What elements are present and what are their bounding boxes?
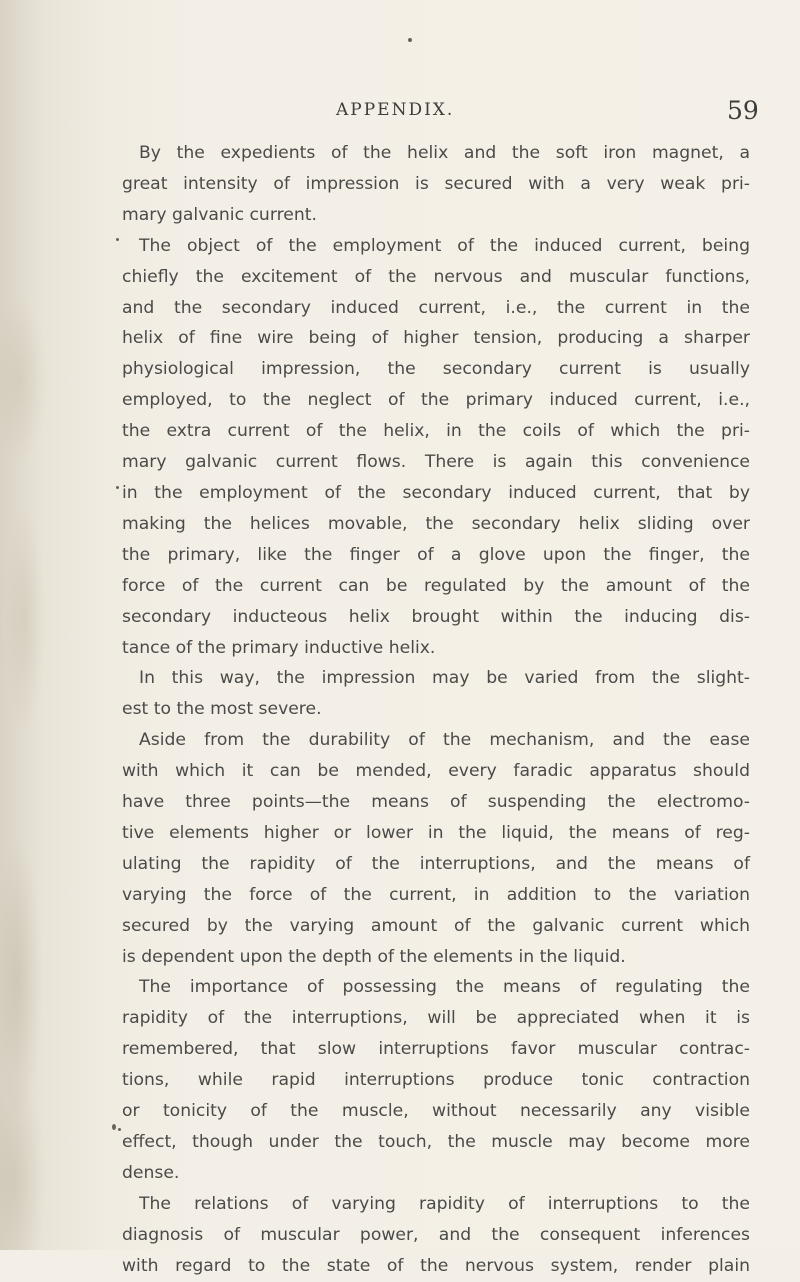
text-line: and the secondary induced current, i.e., the current in the [122, 297, 750, 318]
paragraph-4 [122, 725, 750, 972]
text-line: mary galvanic current. [122, 204, 317, 225]
page-header [0, 96, 800, 130]
paragraph-6 [122, 1189, 750, 1282]
body-text [122, 138, 750, 1282]
paragraph-5 [122, 972, 750, 1188]
text-line: rapidity of the interruptions, will be appreciated when it is [122, 1008, 750, 1029]
page-number: 59 [727, 96, 759, 125]
text-line: helix of fine wire being of higher tension, producing a sharper [122, 328, 750, 349]
text-line: force of the current can be regulated by the amount of the [122, 575, 750, 596]
text-line: have three points—the means of suspending the electromo- [122, 792, 750, 813]
text-line: employed, to the neglect of the primary induced current, i.e., [122, 390, 750, 411]
speck [118, 1128, 121, 1131]
text-line: tions, while rapid interruptions produce tonic contraction [122, 1070, 750, 1091]
text-line: ulating the rapidity of the interruptions, and the means of [122, 853, 750, 874]
text-line: great intensity of impression is secured with a very weak pri- [122, 173, 750, 194]
paragraph-2 [122, 231, 750, 664]
text-line: tive elements higher or lower in the liquid, the means of reg- [122, 822, 750, 843]
text-line: varying the force of the current, in addition to the variation [122, 884, 750, 905]
page-gutter-stain [0, 0, 90, 1250]
text-line: The importance of possessing the means of regulating the [139, 977, 750, 998]
text-line: effect, though under the touch, the muscle may become more [122, 1132, 750, 1152]
text-line: making the helices movable, the secondary helix sliding over [122, 513, 750, 534]
paragraph-1 [122, 138, 750, 231]
text-line: est to the most severe. [122, 699, 322, 720]
text-line: diagnosis of muscular power, and the consequent inferences [122, 1224, 750, 1245]
text-line: mary galvanic current flows. There is again this convenience [122, 452, 750, 473]
text-line: dense. [122, 1162, 180, 1183]
text-line: the primary, like the finger of a glove upon the finger, the [122, 544, 750, 565]
text-line: By the expedients of the helix and the soft iron magnet, a [139, 143, 750, 163]
text-line: chiefly the excitement of the nervous and muscular functions, [122, 266, 750, 287]
text-line: in the employment of the secondary induced current, that by [122, 482, 750, 503]
speck [116, 238, 119, 241]
running-head: APPENDIX. [336, 100, 455, 120]
text-line: The relations of varying rapidity of interruptions to the [139, 1193, 750, 1214]
text-line: secured by the varying amount of the galvanic current which [122, 915, 750, 936]
text-line: remembered, that slow interruptions favor muscular contrac- [122, 1039, 750, 1060]
speck [116, 486, 119, 489]
text-line: In this way, the impression may be varied from the slight- [139, 668, 750, 689]
text-line: or tonicity of the muscle, without necessarily any visible [122, 1101, 750, 1122]
paragraph-3 [122, 663, 750, 725]
text-line: tance of the primary inductive helix. [122, 637, 436, 658]
speck [112, 1124, 116, 1130]
speck [408, 38, 412, 42]
text-line: Aside from the durability of the mechanism, and the ease [139, 730, 750, 751]
text-line: is dependent upon the depth of the elements in the liquid. [122, 946, 626, 967]
text-line: with which it can be mended, every faradic apparatus should [122, 761, 750, 782]
text-line: secondary inducteous helix brought within the inducing dis- [122, 606, 750, 627]
text-line: with regard to the state of the nervous system, render plain [122, 1255, 750, 1276]
text-line: The object of the employment of the induced current, being [139, 235, 750, 256]
text-line: the extra current of the helix, in the coils of which the pri- [122, 421, 750, 442]
text-line: physiological impression, the secondary current is usually [122, 359, 750, 380]
